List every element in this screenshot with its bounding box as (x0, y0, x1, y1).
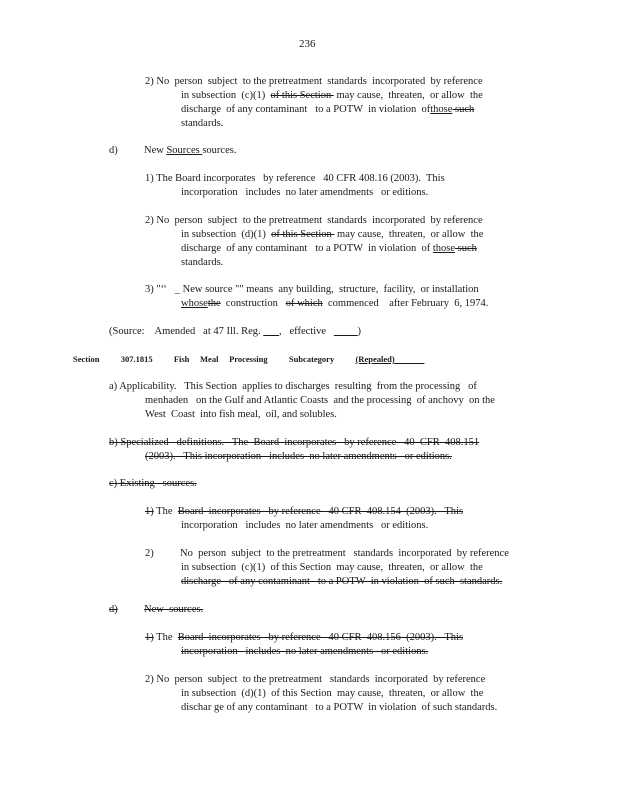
text-run: in subsection (c)(1) (181, 90, 271, 101)
text-line (145, 631, 463, 644)
struck-text: 1) (145, 506, 154, 517)
struck-text: incorporation includes no later amendments or editions. (181, 646, 429, 657)
struck-text: Existing sources. (117, 478, 197, 489)
text-line (181, 297, 488, 310)
text-run: d) New (109, 145, 167, 156)
text-line (181, 89, 483, 102)
struck-text: (2003). This incorporation includes no later amendments or editions. (145, 451, 452, 462)
text-line (145, 673, 485, 686)
struck-text: such (452, 104, 475, 115)
subsection-heading (109, 603, 203, 616)
text-run: Section 307.1815 Fish Meal Processing Subcategory (73, 354, 356, 364)
text-line (109, 436, 479, 449)
text-run: 1) The Board incorporates by reference 40 CFR 408.16 (2003). This (145, 173, 445, 184)
text-line (181, 242, 477, 255)
struck-text: of which (285, 298, 323, 309)
text-run: (Source: Amended at 47 Ill. Reg. (109, 326, 264, 337)
text-line (181, 256, 223, 269)
text-line (145, 408, 337, 421)
inserted-text: Sources (166, 145, 203, 156)
text-run: The (153, 506, 178, 517)
text-line (145, 505, 463, 518)
struck-text: Specialized definitions. The Board incorporates by reference 40 CFR 408.151 (117, 437, 480, 448)
text-run: 2) No person subject to the pretreatment standards incorporated by reference (145, 215, 483, 226)
text-run: a) Applicability. This Section applies to discharges resulting from the processing of (109, 381, 477, 392)
text-run: menhaden on the Gulf and Atlantic Coasts and the processing of anchovy on the (145, 395, 495, 406)
text-run: standards. (181, 257, 224, 268)
text-line (181, 103, 474, 116)
text-line (181, 575, 502, 588)
text-line (181, 228, 483, 241)
text-run: incorporation includes no later amendments or editions. (181, 520, 429, 531)
text-line (145, 214, 483, 227)
inserted-text: those (430, 104, 453, 115)
struck-text: c) (109, 478, 118, 489)
subsection-heading (109, 144, 236, 157)
inserted-text: those (432, 243, 456, 254)
text-line (109, 380, 477, 393)
text-run: , effective (279, 326, 334, 337)
text-line (145, 394, 495, 407)
text-run: incorporation includes no later amendments or editions. (181, 187, 429, 198)
text-run: dischar ge of any contaminant to a POTW in violation of such standards. (181, 702, 498, 713)
text-line (181, 117, 223, 130)
text-run: West Coast into fish meal, oil, and solubles. (145, 409, 337, 420)
struck-text: b) (109, 437, 118, 448)
subsection-heading (109, 477, 197, 490)
text-line (145, 547, 509, 560)
struck-text: Board incorporates by reference 40 CFR 408.154 (2003). This (177, 506, 464, 517)
text-run: standards. (181, 118, 224, 129)
struck-text: 1) (145, 632, 154, 643)
text-run: The (153, 632, 178, 643)
inserted-text: (Repealed) (355, 354, 395, 364)
text-line (181, 687, 483, 700)
text-run: in subsection (c)(1) of this Section may cause, threaten, or allow the (181, 562, 483, 573)
struck-text: Board incorporates by reference 40 CFR 408.156 (2003). This (177, 632, 464, 643)
text-run: discharge of any contaminant to a POTW in violation of (181, 243, 433, 254)
struck-text: such (455, 243, 477, 254)
inserted-text: whose (181, 298, 208, 309)
text-run: construction (220, 298, 286, 309)
struck-text: of this Section (271, 229, 335, 240)
text-run: 2) No person subject to the pretreatment standards incorporated by reference (145, 76, 483, 87)
struck-text: the (207, 298, 221, 309)
inserted-text (395, 354, 425, 364)
text-line (181, 701, 497, 714)
inserted-text (334, 326, 358, 337)
text-line (181, 645, 428, 658)
text-line (145, 172, 445, 185)
text-line (181, 186, 428, 199)
struck-text: of this Section (270, 90, 334, 101)
source-note (109, 325, 361, 338)
text-run: may cause, threaten, or allow the (333, 90, 483, 101)
text-run: ) (357, 326, 362, 337)
struck-text: discharge of any contaminant to a POTW in violation of such standards. (181, 576, 503, 587)
text-run: 3) "‘‘ _ New source "" means any building, structure, facility, or installation (145, 284, 479, 295)
text-run: in subsection (d)(1) (181, 229, 272, 240)
text-line (145, 450, 452, 463)
text-run: 2) No person subject to the pretreatment standards incorporated by reference (145, 548, 509, 559)
text-line (181, 561, 483, 574)
section-heading (73, 353, 424, 366)
inserted-text (263, 326, 279, 337)
text-run: commenced after February 6, 1974. (322, 298, 489, 309)
text-run: may cause, threaten, or allow the (334, 229, 484, 240)
struck-text: d) (109, 604, 118, 615)
text-line (145, 75, 483, 88)
text-line (181, 519, 428, 532)
text-run: in subsection (d)(1) of this Section may cause, threaten, or allow the (181, 688, 484, 699)
text-run: discharge of any contaminant to a POTW in violation of (181, 104, 431, 115)
struck-text: New sources. (144, 604, 204, 615)
page-number: 236 (299, 38, 316, 50)
text-line (145, 283, 479, 296)
text-run: 2) No person subject to the pretreatment standards incorporated by reference (145, 674, 486, 685)
text-run (118, 604, 144, 615)
text-run: sources. (202, 145, 237, 156)
